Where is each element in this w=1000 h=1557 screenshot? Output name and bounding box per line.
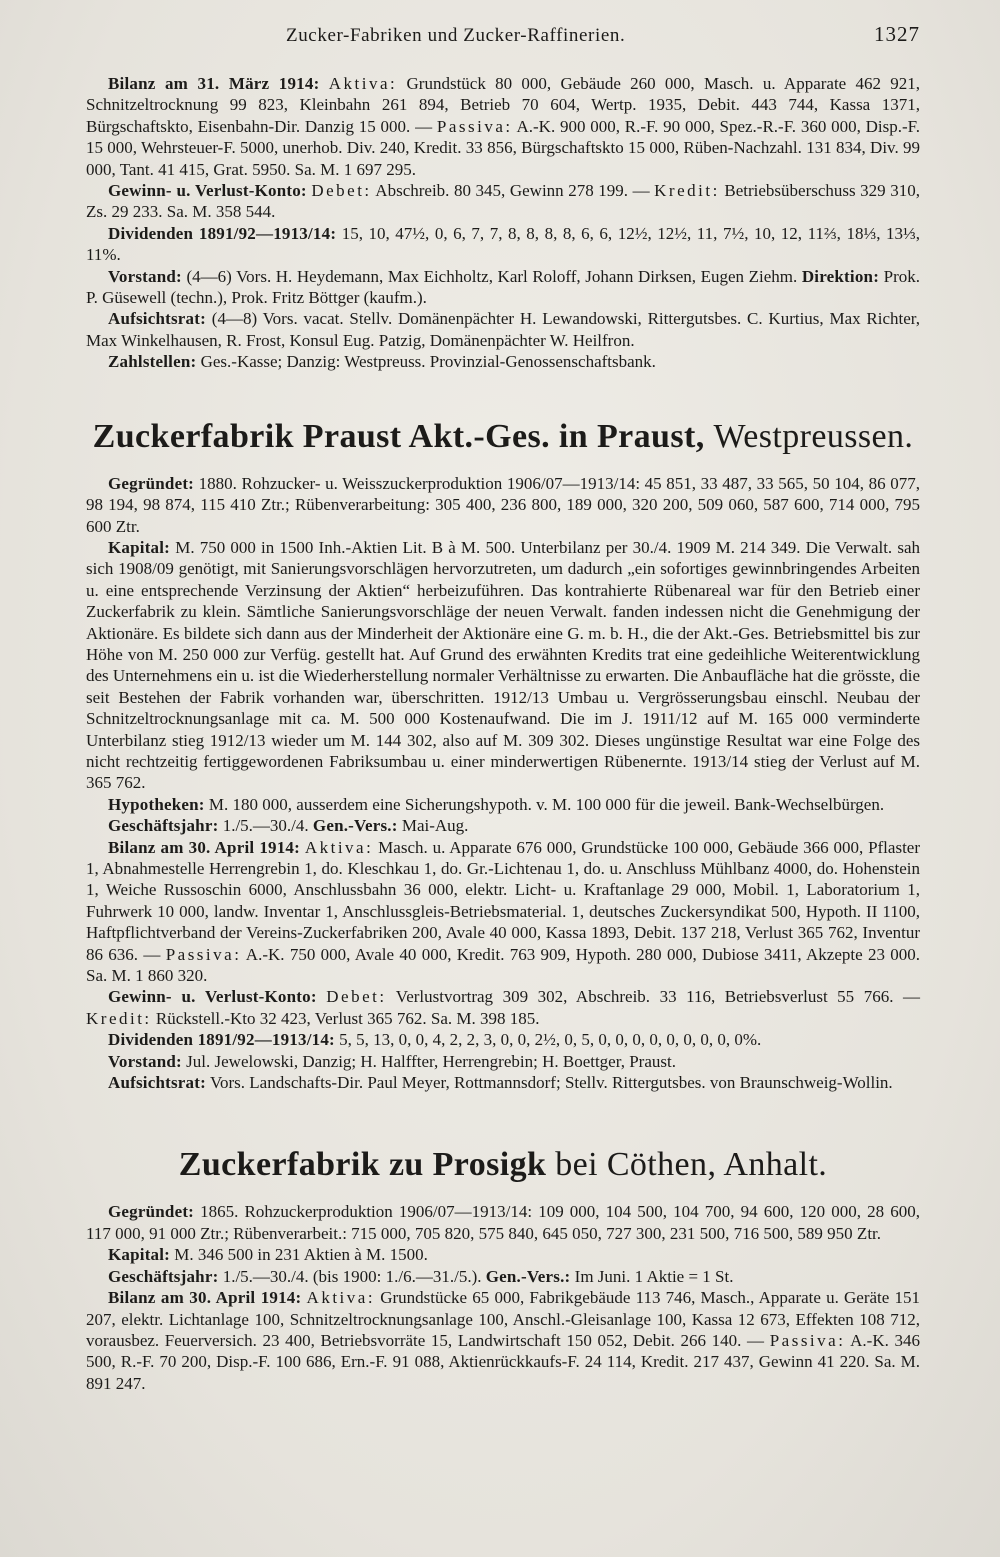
prosigk-geschaeftsjahr-paragraph <box>86 1266 920 1287</box>
praust-guv-paragraph <box>86 986 920 1029</box>
praust-aufsichtsrat-paragraph <box>86 1072 920 1093</box>
prev-dividenden-paragraph <box>86 223 920 266</box>
praust-dividenden-text: 5, 5, 13, 0, 0, 4, 2, 2, 3, 0, 0, 2½, 0, 5, 0, 0, 0, 0, 0, 0, 0, 0, 0%. <box>339 1030 762 1050</box>
praust-geschaeftsjahr-label: Geschäftsjahr: <box>108 816 219 836</box>
praust-vorstand-label: Vorstand: <box>108 1051 182 1071</box>
praust-aufsichtsrat-label: Aufsichtsrat: <box>108 1073 206 1093</box>
prev-bilanz-paragraph <box>86 73 920 180</box>
prev-guv-paragraph <box>86 180 920 223</box>
running-head-title: Zucker-Fabriken und Zucker-Raffinerien. <box>286 25 626 46</box>
praust-aktiva-label: Aktiva: <box>304 837 374 857</box>
praust-dividenden-label: Dividenden 1891/92—1913/14: <box>108 1030 335 1050</box>
prosigk-kapital-paragraph <box>86 1244 920 1265</box>
praust-genvers-label: Gen.-Vers.: <box>312 816 398 836</box>
prev-bilanz-text-b: A.-K. 900 000, R.-F. 90 000, Spez.-R.-F. 360 000, Disp.-F. 15 000, Wehrsteuer-F. 5000, unerhob. Div. 240, Kredit. 33 856, Bürgschaftskto 15 000, Rüben-Nachzahl. 131 834, Div. 99 000, Tant. 41 415, Grat. 5950. Sa. M. 1 697 295. <box>86 116 921 179</box>
praust-gegruendet-text: 1880. Rohzucker- u. Weisszuckerproduktion 1906/07—1913/14: 45 851, 33 487, 33 565, 50 104, 86 077, 98 194, 98 874, 115 410 Ztr.; Rübenverarbeitung: 305 400, 236 800, 189 000, 320 200, 509 060, 587 600, 714 000, 795 600 Ztr. <box>86 473 920 536</box>
prosigk-genvers-label: Gen.-Vers.: <box>485 1266 571 1286</box>
praust-title-main: Zuckerfabrik Praust Akt.-Ges. in Praust, <box>92 417 705 455</box>
praust-geschaeftsjahr-text: 1./5.—30./4. <box>222 816 309 836</box>
praust-gegruendet-paragraph <box>86 473 920 537</box>
prosigk-aktiva-label: Aktiva: <box>306 1288 376 1308</box>
praust-kredit-label: Kredit: <box>86 1008 152 1028</box>
prev-bilanz-label: Bilanz am 31. März 1914: <box>108 74 320 93</box>
praust-bilanz-label: Bilanz am 30. April 1914: <box>108 837 300 857</box>
praust-guv-label: Gewinn- u. Verlust-Konto: <box>108 987 317 1007</box>
prev-zahlstellen-text: Ges.-Kasse; Danzig: Westpreuss. Provinzial-Genossenschaftsbank. <box>200 352 656 372</box>
prosigk-geschaeftsjahr-text: 1./5.—30./4. (bis 1900: 1./6.—31./5.). <box>222 1266 482 1286</box>
praust-guv-text-b: Rückstell.-Kto 32 423, Verlust 365 762. Sa. M. 398 185. <box>155 1008 540 1028</box>
praust-entry <box>86 473 920 1094</box>
prosigk-gegruendet-label: Gegründet: <box>108 1202 195 1222</box>
praust-debet-label: Debet: <box>326 987 387 1007</box>
prosigk-bilanz-text-a: Grundstücke 65 000, Fabrikgebäude 113 746, Masch., Apparate u. Geräte 151 207, elektr. Lichtanlage 100, Schnitzeltrocknungsanlage 100, Anschl.-Gleisanlage 100, Kassa 12 673, Effekten 108 712, vorausbez. Feuerversich. 23 400, Betriebsvorräte 15, Landwirtschaft 150 052, Debit. 266 140. — <box>86 1288 920 1350</box>
praust-vorstand-paragraph <box>86 1051 920 1072</box>
praust-aufsichtsrat-text: Vors. Landschafts-Dir. Paul Meyer, Rottmannsdorf; Stellv. Rittergutsbes. von Braunschweig-Wollin. <box>209 1073 893 1093</box>
praust-company-title <box>86 417 920 457</box>
prev-zahlstellen-label: Zahlstellen: <box>108 352 197 372</box>
praust-hypotheken-text: M. 180 000, ausserdem eine Sicherungshypoth. v. M. 100 000 für die jeweil. Bank-Wechselbürgen. <box>208 794 885 814</box>
prev-zahlstellen-paragraph <box>86 351 920 372</box>
prev-aktiva-label: Aktiva: <box>328 74 398 93</box>
prosigk-geschaeftsjahr-label: Geschäftsjahr: <box>108 1266 219 1286</box>
prosigk-entry <box>86 1201 920 1394</box>
prev-vorstand-label: Vorstand: <box>108 266 182 286</box>
praust-guv-text-a: Verlustvortrag 309 302, Abschreib. 33 116, Betriebsverlust 55 766. — <box>395 987 920 1007</box>
prosigk-bilanz-text-b: A.-K. 346 500, R.-F. 70 200, Disp.-F. 100 686, Ern.-F. 91 088, Aktienrückkaufs-F. 24 114, Kredit. 217 437, Gewinn 41 220. Sa. M. 891 247. <box>86 1330 920 1393</box>
prev-aufsichtsrat-label: Aufsichtsrat: <box>108 309 206 329</box>
prev-guv-text-b: Betriebsüberschuss 329 310, Zs. 29 233. Sa. M. 358 544. <box>86 181 920 222</box>
praust-bilanz-text-a: Masch. u. Apparate 676 000, Grundstücke 100 000, Gebäude 366 000, Pflaster 1, Abnahmestelle Herrengrebin 1, do. Kleschkau 1, do. Gr.-Lichtenau 1, do. u. Anschluss Mühlbanz 4000, do. Hohenstein 1, Weiche Russoschin 6000, Anschlussbahn 36 000, elektr. Licht- u. Kraftanlage 29 000, Mobil. 1, Laboratorium 1, Fuhrwerk 10 000, landw. Inventar 1, Anschlussgleis-Betriebsmaterial. 1, deutsches Zuckersyndikat 500, Hypoth. II 1100, Haftpflichtverband der Vereins-Zuckerfabriken 200, Avale 40 000, Kassa 1893, Debit. 137 218, Verlust 365 762, Inventur 86 636. — <box>86 837 920 964</box>
praust-vorstand-text: Jul. Jewelowski, Danzig; H. Halffter, Herrengrebin; H. Boettger, Praust. <box>186 1051 676 1071</box>
prev-direktion-label: Direktion: <box>801 266 880 286</box>
prev-guv-text-a: Abschreib. 80 345, Gewinn 278 199. — <box>375 181 650 201</box>
praust-genvers-text: Mai-Aug. <box>401 816 469 836</box>
praust-hypotheken-label: Hypotheken: <box>108 794 205 814</box>
prosigk-company-title <box>86 1145 920 1185</box>
praust-kapital-label: Kapital: <box>108 537 171 557</box>
prosigk-title-sub: bei Cöthen, Anhalt. <box>555 1146 828 1184</box>
prosigk-passiva-label: Passiva: <box>769 1330 846 1350</box>
prosigk-genvers-text: Im Juni. 1 Aktie = 1 St. <box>574 1266 734 1286</box>
prosigk-bilanz-paragraph <box>86 1287 920 1394</box>
praust-bilanz-text-b: A.-K. 750 000, Avale 40 000, Kredit. 763 909, Hypoth. 280 000, Dubiose 3411, Akzepte 23 000. Sa. M. 1 860 320. <box>86 944 921 986</box>
praust-kapital-text: M. 750 000 in 1500 Inh.-Aktien Lit. B à M. 500. Unterbilanz per 30./4. 1909 M. 214 349. Die Verwalt. sah sich 1908/09 genötigt, mit Sanierungsvorschlägen hervorzutreten, um dadurch „ein sofortiges gewinnbringendes Arbeiten u. eine entsprechende Verzinsung der Aktien“ herbeizuführen. Das kontrahierte Rübenareal war für den Betrieb einer Zuckerfabrik zu klein. Sämtliche Sanierungsvorschläge der neuen Verwalt. fanden indessen nicht die Genehmigung der Aktionäre. Es bildete sich dann aus der Minderheit der Aktionäre eine G. m. b. H., die der Akt.-Ges. Betriebsmittel bis zur Höhe von M. 250 000 zur Verfüg. gestellt hat. Auf Grund des erwähnten Kredits trat eine gedeihliche Weiterentwicklung des Unternehmens ein u. ist die Wiederherstellung normaler Verhältnisse zu erwarten. Die Anbaufläche hat die grösste, die seit Bestehen der Fabrik vorhanden war, überschritten. 1912/13 Umbau u. Vergrösserungsbau einschl. Neubau der Schnitzeltrocknungsanlage mit ca. M. 500 000 Kostenaufwand. Die im J. 1911/12 auf M. 165 000 verminderte Unterbilanz stieg 1912/13 wieder um M. 144 302, also auf M. 309 302. Dieses ungünstige Resultat war eine Folge des nicht rechtzeitig fertiggewordenen Fabriksumbau u. einer minderwertigen Rübenernte. 1913/14 stieg der Verlust auf M. 365 762. <box>86 537 920 793</box>
page-number: 1327 <box>874 22 920 46</box>
praust-passiva-label: Passiva: <box>165 944 242 964</box>
prosigk-kapital-label: Kapital: <box>108 1245 171 1265</box>
praust-title-sub: Westpreussen. <box>713 417 914 455</box>
prev-aufsichtsrat-text: (4—8) Vors. vacat. Stellv. Domänenpächter H. Lewandowski, Rittergutsbes. C. Kurtius, Max Richter, Max Winkelhausen, R. Frost, Konsul Eug. Patzig, Domänenpächter W. Heilfron. <box>86 309 921 350</box>
running-head <box>86 22 920 47</box>
prev-dividenden-text: 15, 10, 47½, 0, 6, 7, 7, 8, 8, 8, 8, 6, 6, 12½, 12½, 11, 7½, 10, 12, 11⅔, 18⅓, 13⅓, 11%. <box>86 223 921 265</box>
prev-passiva-label: Passiva: <box>436 116 513 136</box>
prev-guv-label: Gewinn- u. Verlust-Konto: <box>108 181 307 201</box>
prev-aufsichtsrat-paragraph <box>86 308 920 351</box>
prev-vorstand-text: (4—6) Vors. H. Heydemann, Max Eichholtz, Karl Roloff, Johann Dirksen, Eugen Ziehm. <box>186 266 798 286</box>
praust-geschaeftsjahr-paragraph <box>86 815 920 836</box>
prev-bilanz-text-a: Grundstück 80 000, Gebäude 260 000, Masch. u. Apparate 462 921, Schnitzeltrocknung 99 823, Kleinbahn 261 894, Betrieb 70 604, Wertp. 1935, Debit. 443 744, Kassa 1371, Bürgschaftskto, Eisenbahn-Dir. Danzig 15 000. — <box>86 74 921 136</box>
previous-company-entry <box>86 73 920 373</box>
prosigk-gegruendet-paragraph <box>86 1201 920 1244</box>
praust-dividenden-paragraph <box>86 1029 920 1050</box>
prev-direktion-text: Prok. P. Güsewell (techn.), Prok. Fritz Böttger (kaufm.). <box>86 266 921 308</box>
prosigk-bilanz-label: Bilanz am 30. April 1914: <box>108 1288 302 1308</box>
praust-kapital-paragraph <box>86 537 920 794</box>
praust-hypotheken-paragraph <box>86 794 920 815</box>
praust-gegruendet-label: Gegründet: <box>108 473 195 493</box>
prev-dividenden-label: Dividenden 1891/92—1913/14: <box>108 223 337 243</box>
prosigk-gegruendet-text: 1865. Rohzuckerproduktion 1906/07—1913/14: 109 000, 104 500, 104 700, 94 600, 120 000, 28 600, 117 000, 91 000 Ztr.; Rübenverarbeit.: 715 000, 705 820, 575 840, 645 050, 727 300, 231 500, 716 500, 589 950 Ztr. <box>86 1202 920 1243</box>
prev-vorstand-paragraph <box>86 266 920 309</box>
prev-kredit-label: Kredit: <box>654 181 720 201</box>
prev-debet-label: Debet: <box>311 181 372 201</box>
prosigk-kapital-text: M. 346 500 in 231 Aktien à M. 1500. <box>174 1245 428 1265</box>
prosigk-title-main: Zuckerfabrik zu Prosigk <box>178 1146 547 1184</box>
praust-bilanz-paragraph <box>86 837 920 987</box>
